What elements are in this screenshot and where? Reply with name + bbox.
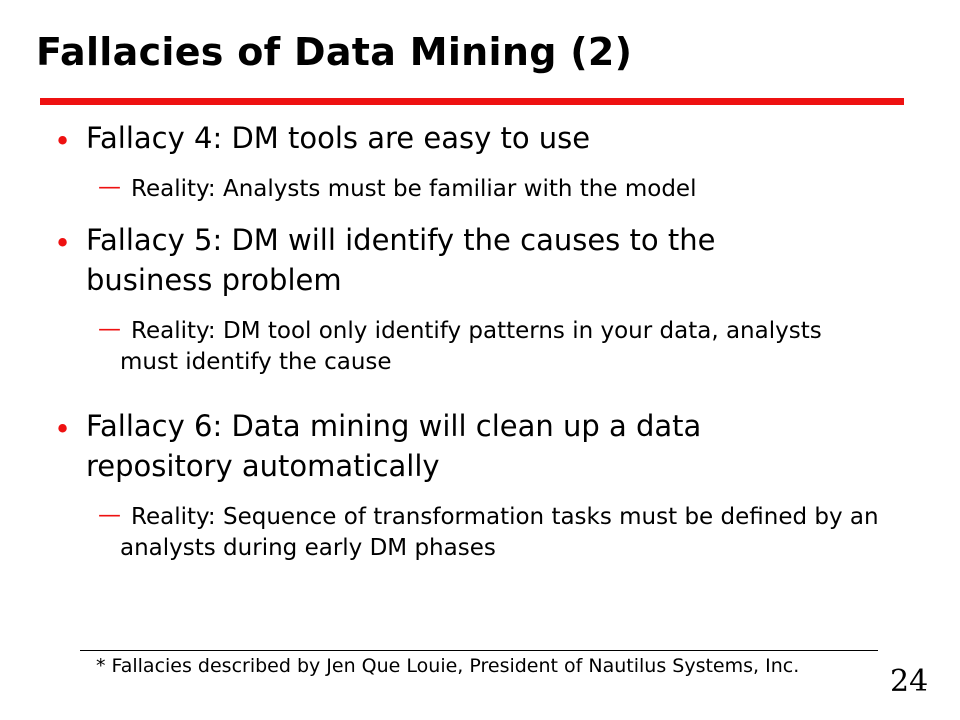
bullet-marker: •	[54, 124, 72, 158]
footnote-separator	[80, 650, 878, 651]
footnote: * Fallacies described by Jen Que Louie, President of Nautilus Systems, Inc.	[96, 655, 800, 677]
page-number: 24	[890, 664, 929, 699]
sub-text-reality-5: Reality: DM tool only identify patterns in your data, analysts must identify the cause	[120, 318, 822, 375]
sub-text-reality-4: Reality: Analysts must be familiar with the model	[131, 176, 697, 202]
dash-marker: —	[98, 316, 121, 342]
sub-text-reality-6: Reality: Sequence of transformation tasks must be defined by an analysts during early DM phases	[120, 504, 879, 561]
title-underline	[40, 98, 904, 105]
bullet-marker: •	[54, 226, 72, 260]
dash-marker: —	[98, 502, 121, 528]
slide-title: Fallacies of Data Mining (2)	[36, 30, 633, 74]
bullet-marker: •	[54, 412, 72, 446]
bullet-text-fallacy-6: Fallacy 6: Data mining will clean up a data repository automatically	[86, 409, 702, 483]
dash-marker: —	[98, 174, 121, 200]
bullet-text-fallacy-4: Fallacy 4: DM tools are easy to use	[86, 121, 591, 155]
bullet-text-fallacy-5: Fallacy 5: DM will identify the causes to the business problem	[86, 223, 716, 297]
